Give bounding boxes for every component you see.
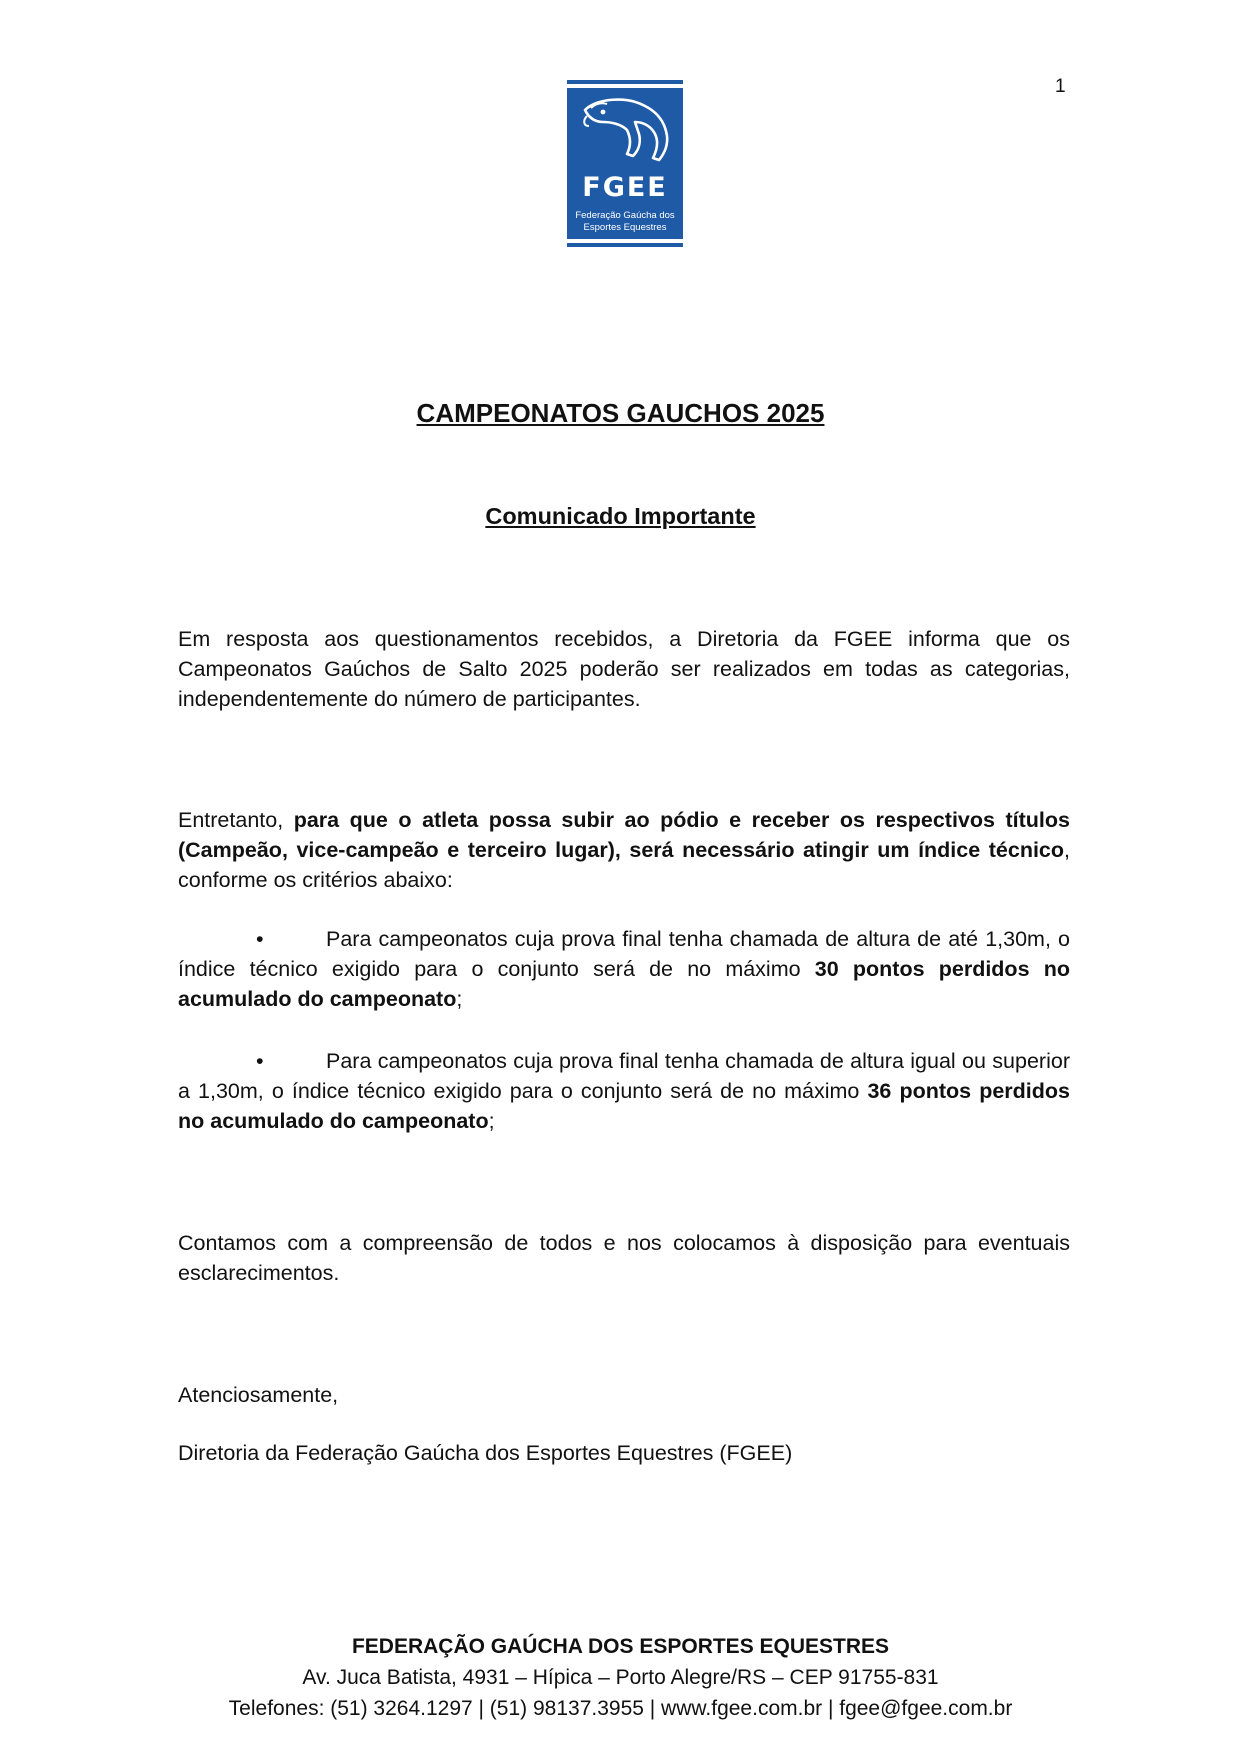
criteria-paragraph [178,805,1070,895]
bullet-text: Para campeonatos cuja prova final tenha chamada de altura de até 1,30m, o índice técnico exigido para o conjunto será de no máximo [178,927,1070,981]
salutation: Atenciosamente, [178,1383,339,1407]
logo-top-bar [567,80,683,84]
logo-line-1: Federação Gaúcha dos [575,210,675,221]
criteria-bold: para que o atleta possa subir ao pódio e receber os respectivos títulos (Campeão, vice-campeão e terceiro lugar), será necessário atingir um índice técnico [178,808,1070,862]
footer-contacts: Telefones: (51) 3264.1297 | (51) 98137.3955 | www.fgee.com.br | fgee@fgee.com.br [228,1697,1013,1720]
criteria-tail: , conforme os critérios abaixo: [178,838,1070,892]
bullet-bold: 36 pontos perdidos no acumulado do campeonato [178,1079,1070,1133]
bullet-bold: 30 pontos perdidos no acumulado do campeonato [178,957,1070,1011]
bullet-marker: • [256,927,264,951]
footer-org: FEDERAÇÃO GAÚCHA DOS ESPORTES EQUESTRES [351,1635,890,1658]
logo-line-2: Esportes Equestres [583,222,667,233]
intro-paragraph: Em resposta aos questionamentos recebidos, a Diretoria da FGEE informa que os Campeonatos Gaúchos de Salto 2025 poderão ser realizados em todas as categorias, independentemente do número de participantes. [178,627,1070,711]
footer-address: Av. Juca Batista, 4931 – Hípica – Porto Alegre/RS – CEP 91755-831 [302,1666,939,1689]
logo-panel [567,88,683,239]
fgee-logo [567,80,683,248]
bullet-marker: • [256,1049,264,1073]
page-number: 1 [1055,76,1066,97]
signature: Diretoria da Federação Gaúcha dos Esportes Equestres (FGEE) [178,1441,793,1465]
criteria-lead: Entretanto, [178,808,294,832]
bullet-item [178,1046,1070,1136]
bullet-text: Para campeonatos cuja prova final tenha chamada de altura igual ou superior a 1,30m, o índice técnico exigido para o conjunto será de no máximo [178,1049,1070,1103]
logo-bottom-bar [567,243,683,247]
bullet-item [178,924,1070,1014]
document-title: CAMPEONATOS GAUCHOS 2025 [416,398,825,428]
document-subtitle: Comunicado Importante [485,503,756,529]
bullet-tail: ; [488,1109,495,1133]
bullet-tail: ; [456,987,463,1011]
closing-paragraph: Contamos com a compreensão de todos e nos colocamos à disposição para eventuais esclarecimentos. [178,1231,1070,1285]
horse-head-icon [567,88,683,178]
logo-mark: FGEE [582,172,668,203]
